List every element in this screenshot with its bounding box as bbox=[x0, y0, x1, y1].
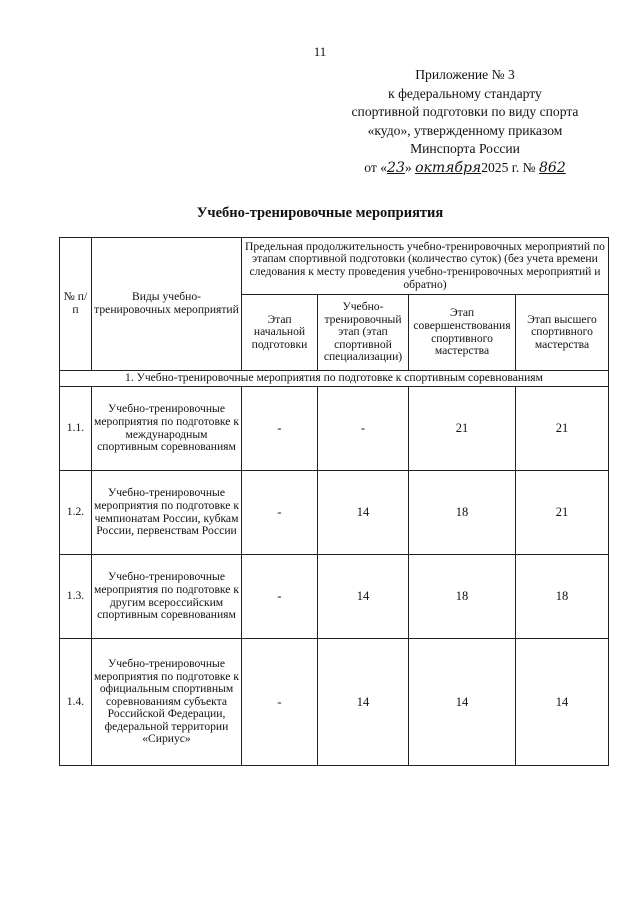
row-value-stage1: - bbox=[242, 555, 318, 639]
row-num: 1.3. bbox=[60, 555, 92, 639]
date-day-handwritten: 23 bbox=[387, 159, 405, 176]
table-header-row bbox=[60, 238, 609, 295]
appendix-header bbox=[330, 66, 600, 178]
row-kind: Учебно-тренировочные мероприятия по подготовке к международным спортивным соревнованиям bbox=[92, 387, 242, 471]
table-row bbox=[60, 639, 609, 766]
row-num: 1.2. bbox=[60, 471, 92, 555]
appendix-line-4: «кудо», утвержденному приказом bbox=[367, 122, 563, 138]
document-title: Учебно-тренировочные мероприятия bbox=[196, 205, 444, 221]
row-value-stage4: 21 bbox=[516, 471, 609, 555]
header-duration: Предельная продолжительность учебно-тренировочных мероприятий по этапам спортивной подготовки (количество суток) (без учета времени следования к месту проведения учебно-тренировочных мероприятий и обратно) bbox=[242, 238, 609, 295]
row-value-stage1: - bbox=[242, 387, 318, 471]
training-events-table bbox=[59, 237, 609, 766]
row-value-stage3: 18 bbox=[409, 471, 516, 555]
row-kind: Учебно-тренировочные мероприятия по подготовке к другим всероссийским спортивным соревнованиям bbox=[92, 555, 242, 639]
table-row bbox=[60, 555, 609, 639]
header-stage-initial: Этап начальной подготовки bbox=[242, 295, 318, 371]
order-number-handwritten: 862 bbox=[539, 159, 566, 176]
header-kind: Виды учебно-тренировочных мероприятий bbox=[92, 238, 242, 371]
row-value-stage3: 14 bbox=[409, 639, 516, 766]
page-number: 11 bbox=[313, 44, 327, 59]
order-date-line bbox=[330, 159, 600, 178]
date-mid: » bbox=[404, 159, 412, 175]
header-stage-training: Учебно-тренировочный этап (этап спортивной специализации) bbox=[318, 295, 409, 371]
row-value-stage2: 14 bbox=[318, 639, 409, 766]
appendix-line-1: Приложение № 3 bbox=[415, 67, 515, 82]
date-prefix: от « bbox=[364, 159, 388, 175]
row-value-stage4: 18 bbox=[516, 555, 609, 639]
date-year: 2025 г. № bbox=[481, 159, 536, 175]
header-stage-improvement: Этап совершенствования спортивного мастерства bbox=[409, 295, 516, 371]
row-kind: Учебно-тренировочные мероприятия по подготовке к чемпионатам России, кубкам России, первенствам России bbox=[92, 471, 242, 555]
row-value-stage1: - bbox=[242, 471, 318, 555]
appendix-line-3: спортивной подготовки по виду спорта bbox=[351, 104, 579, 120]
row-value-stage1: - bbox=[242, 639, 318, 766]
header-num: № п/п bbox=[60, 238, 92, 371]
row-num: 1.1. bbox=[60, 387, 92, 471]
row-value-stage2: - bbox=[318, 387, 409, 471]
row-value-stage2: 14 bbox=[318, 471, 409, 555]
row-value-stage4: 21 bbox=[516, 387, 609, 471]
row-num: 1.4. bbox=[60, 639, 92, 766]
table-row bbox=[60, 471, 609, 555]
appendix-line-5: Минспорта России bbox=[410, 141, 520, 157]
row-value-stage3: 21 bbox=[409, 387, 516, 471]
header-stage-highest: Этап высшего спортивного мастерства bbox=[516, 295, 609, 371]
row-value-stage3: 18 bbox=[409, 555, 516, 639]
table-row bbox=[60, 387, 609, 471]
row-value-stage2: 14 bbox=[318, 555, 409, 639]
row-value-stage4: 14 bbox=[516, 639, 609, 766]
section-title: 1. Учебно-тренировочные мероприятия по подготовке к спортивным соревнованиям bbox=[60, 371, 609, 387]
appendix-line-2: к федеральному стандарту bbox=[388, 85, 542, 101]
section-row bbox=[60, 371, 609, 387]
row-kind: Учебно-тренировочные мероприятия по подготовке к официальным спортивным соревнованиям субъекта Российской Федерации, федеральной территории «Сириус» bbox=[92, 639, 242, 766]
date-month-handwritten: октября bbox=[415, 159, 482, 176]
